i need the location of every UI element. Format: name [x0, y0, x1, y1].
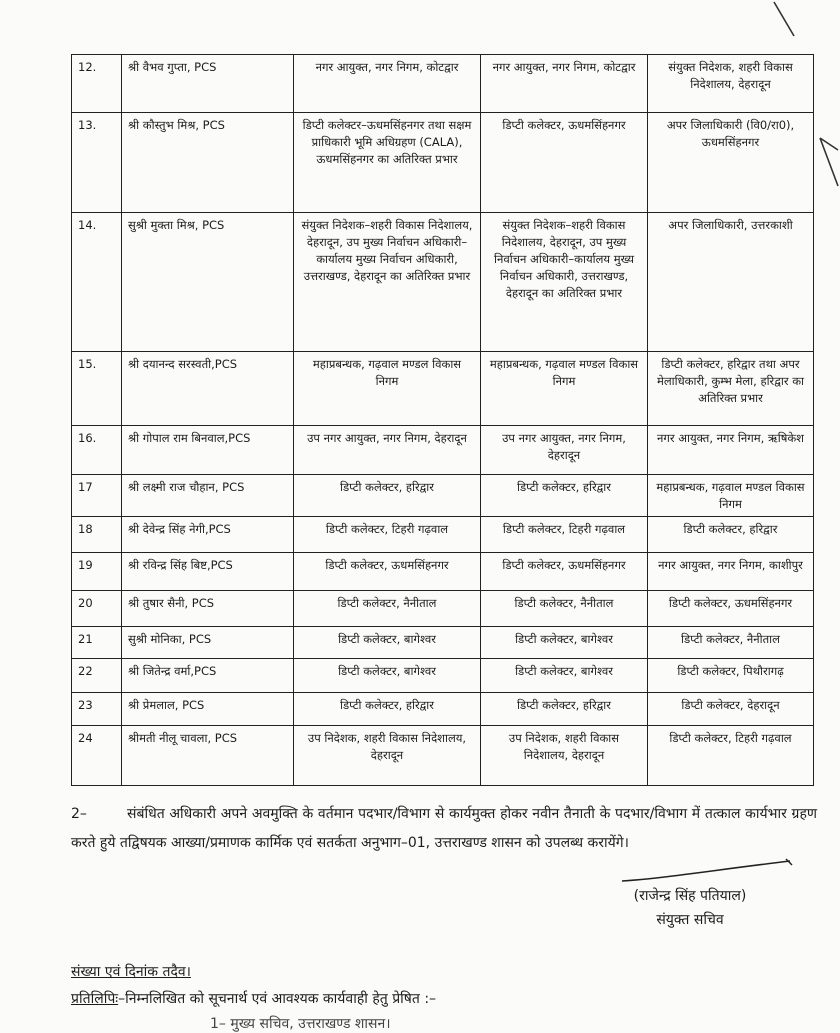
officer-name: सुश्री मुक्ता मिश्र, PCS: [122, 213, 294, 352]
serial-number: 20: [72, 591, 122, 627]
cut-off-line: 1– मुख्य सचिव, उत्तराखण्ड शासन।: [210, 1016, 391, 1032]
officer-name: श्री लक्ष्मी राज चौहान, PCS: [122, 475, 294, 517]
released-posting: संयुक्त निदेशक–शहरी विकास निदेशालय, देहरादून, उप मुख्य निर्वाचन अधिकारी–कार्यालय मुख्य निर्वाचन अधिकारी, उत्तराखण्ड, देहरादून का अतिरिक्त प्रभार: [481, 213, 648, 352]
table-row: [72, 352, 814, 426]
table-row: [72, 213, 814, 352]
current-posting: संयुक्त निदेशक–शहरी विकास निदेशालय, देहरादून, उप मुख्य निर्वाचन अधिकारी–कार्यालय मुख्य निर्वाचन अधिकारी, उत्तराखण्ड, देहरादून का अतिरिक्त प्रभार: [294, 213, 481, 352]
table-row: [72, 475, 814, 517]
released-posting: डिप्टी कलेक्टर, टिहरी गढ़वाल: [481, 517, 648, 553]
current-posting: महाप्रबन्धक, गढ़वाल मण्डल विकास निगम: [294, 352, 481, 426]
new-posting: डिप्टी कलेक्टर, देहरादून: [648, 693, 814, 726]
current-posting: डिप्टी कलेक्टर, नैनीताल: [294, 591, 481, 627]
released-posting: डिप्टी कलेक्टर, ऊधमसिंहनगर: [481, 553, 648, 591]
new-posting: डिप्टी कलेक्टर, हरिद्वार तथा अपर मेलाधिकारी, कुम्भ मेला, हरिद्वार का अतिरिक्त प्रभार: [648, 352, 814, 426]
table-row: [72, 517, 814, 553]
officer-name: श्री गोपाल राम बिनवाल,PCS: [122, 426, 294, 475]
new-posting: डिप्टी कलेक्टर, नैनीताल: [648, 627, 814, 659]
released-posting: नगर आयुक्त, नगर निगम, कोटद्वार: [481, 55, 648, 113]
new-posting: नगर आयुक्त, नगर निगम, ऋषिकेश: [648, 426, 814, 475]
margin-mark: [772, 0, 802, 40]
serial-number: 21: [72, 627, 122, 659]
current-posting: डिप्टी कलेक्टर, हरिद्वार: [294, 693, 481, 726]
new-posting: संयुक्त निदेशक, शहरी विकास निदेशालय, देहरादून: [648, 55, 814, 113]
table-row: [72, 627, 814, 659]
officer-name: श्री तुषार सैनी, PCS: [122, 591, 294, 627]
officer-name: श्री कौस्तुभ मिश्र, PCS: [122, 113, 294, 213]
officer-name: सुश्री मोनिका, PCS: [122, 627, 294, 659]
copy-label: प्रतिलिपिः: [71, 991, 119, 1007]
table-row: [72, 726, 814, 786]
current-posting: डिप्टी कलेक्टर, बागेश्वर: [294, 659, 481, 693]
current-posting: उप नगर आयुक्त, नगर निगम, देहरादून: [294, 426, 481, 475]
current-posting: उप निदेशक, शहरी विकास निदेशालय, देहरादून: [294, 726, 481, 786]
table-row: [72, 553, 814, 591]
serial-number: 17: [72, 475, 122, 517]
posting-table: [71, 54, 814, 786]
serial-number: 23: [72, 693, 122, 726]
officer-name: श्री प्रेमलाल, PCS: [122, 693, 294, 726]
current-posting: डिप्टी कलेक्टर, टिहरी गढ़वाल: [294, 517, 481, 553]
table-row: [72, 113, 814, 213]
signatory-designation: संयुक्त सचिव: [656, 912, 724, 928]
released-posting: डिप्टी कलेक्टर, हरिद्वार: [481, 693, 648, 726]
released-posting: डिप्टी कलेक्टर, हरिद्वार: [481, 475, 648, 517]
officer-name: श्री जितेन्द्र वर्मा,PCS: [122, 659, 294, 693]
reference-line: संख्या एवं दिनांक तदैव।: [71, 964, 191, 980]
signatory-name: (राजेन्द्र सिंह पतियाल): [633, 888, 747, 904]
signature-scribble: [618, 857, 794, 887]
paragraph-text: संबंधित अधिकारी अपने अवमुक्ति के वर्तमान पदभार/विभाग से कार्यमुक्त होकर नवीन तैनाती के पदभार/विभाग में तत्काल कार्यभार ग्रहण करते हुये तद्विषयक आख्या/प्रमाणक कार्मिक एवं सतर्कता अनुभाग–01, उत्तराखण्ड शासन को उपलब्ध करायेंगे।: [71, 806, 817, 851]
new-posting: नगर आयुक्त, नगर निगम, काशीपुर: [648, 553, 814, 591]
current-posting: डिप्टी कलेक्टर, हरिद्वार: [294, 475, 481, 517]
serial-number: 14.: [72, 213, 122, 352]
serial-number: 19: [72, 553, 122, 591]
new-posting: महाप्रबन्धक, गढ़वाल मण्डल विकास निगम: [648, 475, 814, 517]
current-posting: डिप्टी कलेक्टर, ऊधमसिंहनगर: [294, 553, 481, 591]
released-posting: महाप्रबन्धक, गढ़वाल मण्डल विकास निगम: [481, 352, 648, 426]
instruction-paragraph: [71, 800, 817, 858]
table-row: [72, 55, 814, 113]
serial-number: 24: [72, 726, 122, 786]
new-posting: अपर जिलाधिकारी (वि0/रा0), ऊधमसिंहनगर: [648, 113, 814, 213]
serial-number: 22: [72, 659, 122, 693]
copy-text: –निम्नलिखित को सूचनार्थ एवं आवश्यक कार्यवाही हेतु प्रेषित :–: [118, 991, 437, 1007]
new-posting: अपर जिलाधिकारी, उत्तरकाशी: [648, 213, 814, 352]
officer-name: श्रीमती नीलू चावला, PCS: [122, 726, 294, 786]
serial-number: 15.: [72, 352, 122, 426]
posting-table-body: [72, 55, 814, 786]
officer-name: श्री रविन्द्र सिंह बिष्ट,PCS: [122, 553, 294, 591]
officer-name: श्री वैभव गुप्ता, PCS: [122, 55, 294, 113]
current-posting: डिप्टी कलेक्टर–ऊधमसिंहनगर तथा सक्षम प्राधिकारी भूमि अधिग्रहण (CALA), ऊधमसिंहनगर का अतिरिक्त प्रभार: [294, 113, 481, 213]
current-posting: डिप्टी कलेक्टर, बागेश्वर: [294, 627, 481, 659]
new-posting: डिप्टी कलेक्टर, टिहरी गढ़वाल: [648, 726, 814, 786]
serial-number: 18: [72, 517, 122, 553]
serial-number: 13.: [72, 113, 122, 213]
released-posting: डिप्टी कलेक्टर, बागेश्वर: [481, 627, 648, 659]
paragraph-number: 2–: [71, 806, 87, 822]
new-posting: डिप्टी कलेक्टर, हरिद्वार: [648, 517, 814, 553]
current-posting: नगर आयुक्त, नगर निगम, कोटद्वार: [294, 55, 481, 113]
table-row: [72, 426, 814, 475]
new-posting: डिप्टी कलेक्टर, पिथौरागढ़: [648, 659, 814, 693]
new-posting: डिप्टी कलेक्टर, ऊधमसिंहनगर: [648, 591, 814, 627]
released-posting: डिप्टी कलेक्टर, नैनीताल: [481, 591, 648, 627]
released-posting: डिप्टी कलेक्टर, बागेश्वर: [481, 659, 648, 693]
officer-name: श्री दयानन्द सरस्वती,PCS: [122, 352, 294, 426]
released-posting: डिप्टी कलेक्टर, ऊधमसिंहनगर: [481, 113, 648, 213]
margin-mark: [818, 130, 840, 190]
copy-forward-line: [71, 989, 436, 1008]
serial-number: 16.: [72, 426, 122, 475]
table-row: [72, 659, 814, 693]
table-row: [72, 693, 814, 726]
officer-name: श्री देवेन्द्र सिंह नेगी,PCS: [122, 517, 294, 553]
released-posting: उप नगर आयुक्त, नगर निगम, देहरादून: [481, 426, 648, 475]
released-posting: उप निदेशक, शहरी विकास निदेशालय, देहरादून: [481, 726, 648, 786]
table-row: [72, 591, 814, 627]
serial-number: 12.: [72, 55, 122, 113]
